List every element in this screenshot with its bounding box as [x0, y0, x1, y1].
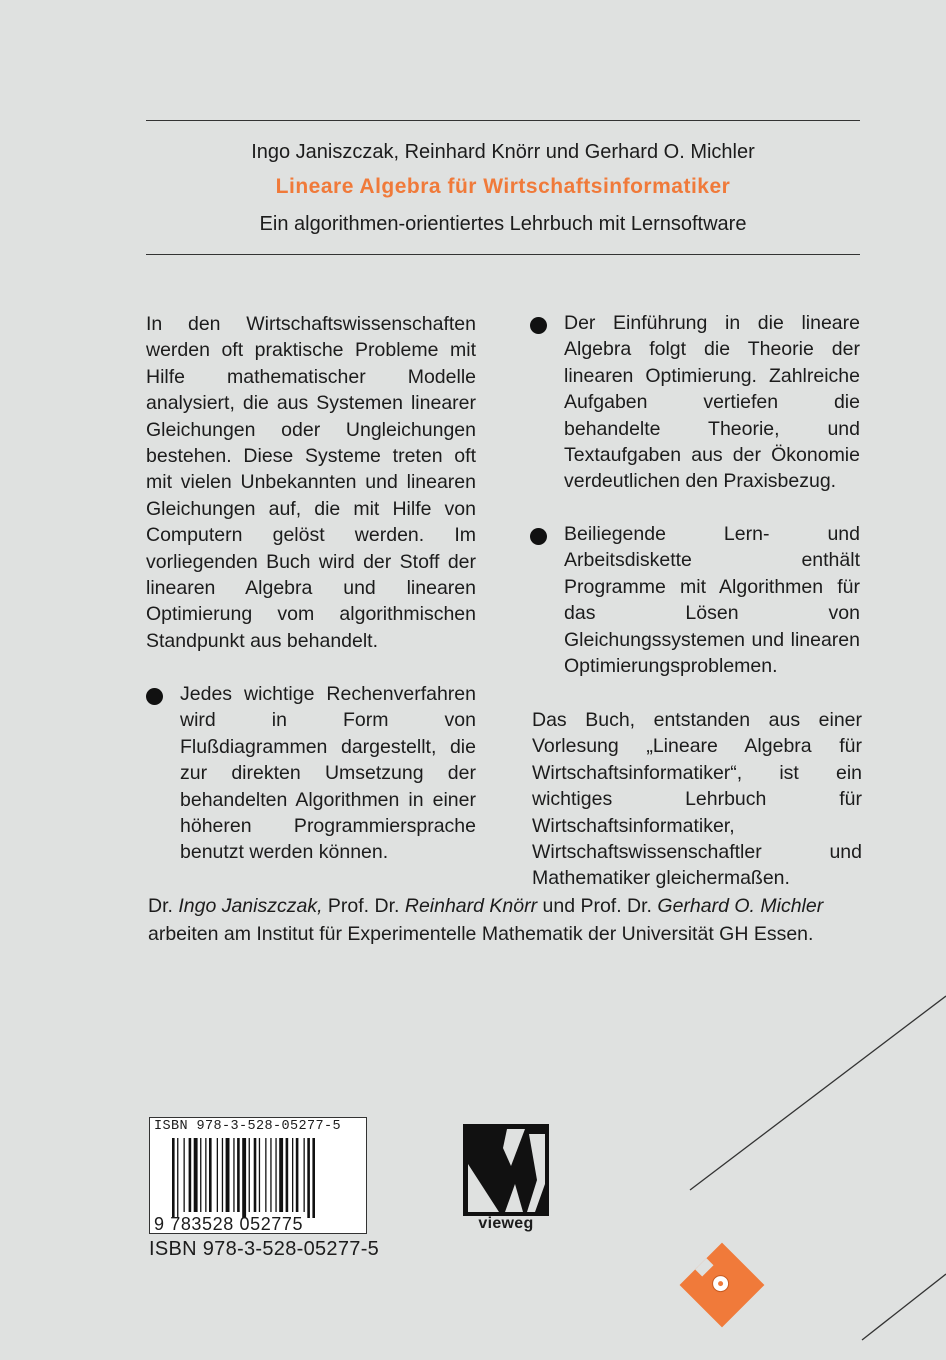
bullet-text: Der Einführung in die lineare Algebra folgt die Theorie der linearen Optimierung. Zahlreiche Aufgaben vertiefen die behandelte Theorie, und Textaufgaben aus der Ökonomie verdeutlichen den Praxisbezug.	[564, 312, 860, 493]
bullet-text: Jedes wichtige Rechenverfahren wird in Form von Flußdiagrammen dargestellt, die zur direkten Umsetzung der behandelten Algorithmen in einer höheren Programmiersprache benutzt werden können.	[180, 683, 476, 864]
bio-prefix: und Prof. Dr.	[537, 895, 658, 917]
bullet-text: Beiliegende Lern- und Arbeitsdiskette enthält Programme mit Algorithmen für das Lösen von Gleichungssystemen und linearen Optimierungsproblemen.	[564, 523, 860, 678]
bio-prefix: Prof. Dr.	[322, 895, 405, 917]
authors-line: Ingo Janiszczak, Reinhard Knörr und Gerhard O. Michler	[251, 141, 755, 163]
book-title: Lineare Algebra für Wirtschaftsinformatiker	[275, 175, 731, 198]
publisher-name: vieweg	[478, 1215, 534, 1232]
isbn-bottom-text: ISBN 978-3-528-05277-5	[149, 1238, 380, 1260]
bio-affiliation: arbeiten am Institut für Experimentelle Mathematik der Universität GH Essen.	[148, 923, 814, 945]
bio-author-name: Gerhard O. Michler	[657, 895, 824, 917]
intro-paragraph: In den Wirtschaftswissenschaften werden oft praktische Probleme mit Hilfe mathematischer Modelle analysiert, die aus Systemen linearer Gleichungen oder Ungleichungen bestehen. Diese Systeme treten oft mit vielen Unbekannten und linearen Gleichungen auf, die mit Hilfe von Computern gelöst werden. Im vorliegenden Buch wird der Stoff der linearen Algebra und linearen Optimierung vom algorithmischen Standpunkt aus behandelt.	[146, 313, 476, 652]
isbn-top-text: ISBN 978-3-528-05277-5	[154, 1119, 342, 1134]
closing-paragraph: Das Buch, entstanden aus einer Vorlesung „Lineare Algebra für Wirtschaftsinformatiker“, ist ein wichtiges Lehrbuch für Wirtschaftsinformatiker, Wirtschaftswissenschaftler und Mathematiker gleichermaßen.	[532, 709, 862, 890]
bio-author-name: Ingo Janiszczak,	[178, 895, 323, 917]
bio-prefix: Dr.	[148, 895, 179, 917]
bio-author-name: Reinhard Knörr	[404, 895, 538, 917]
ean-digits: 9 783528 052775	[154, 1214, 304, 1234]
book-subtitle: Ein algorithmen-orientiertes Lehrbuch mit Lernsoftware	[259, 213, 747, 235]
